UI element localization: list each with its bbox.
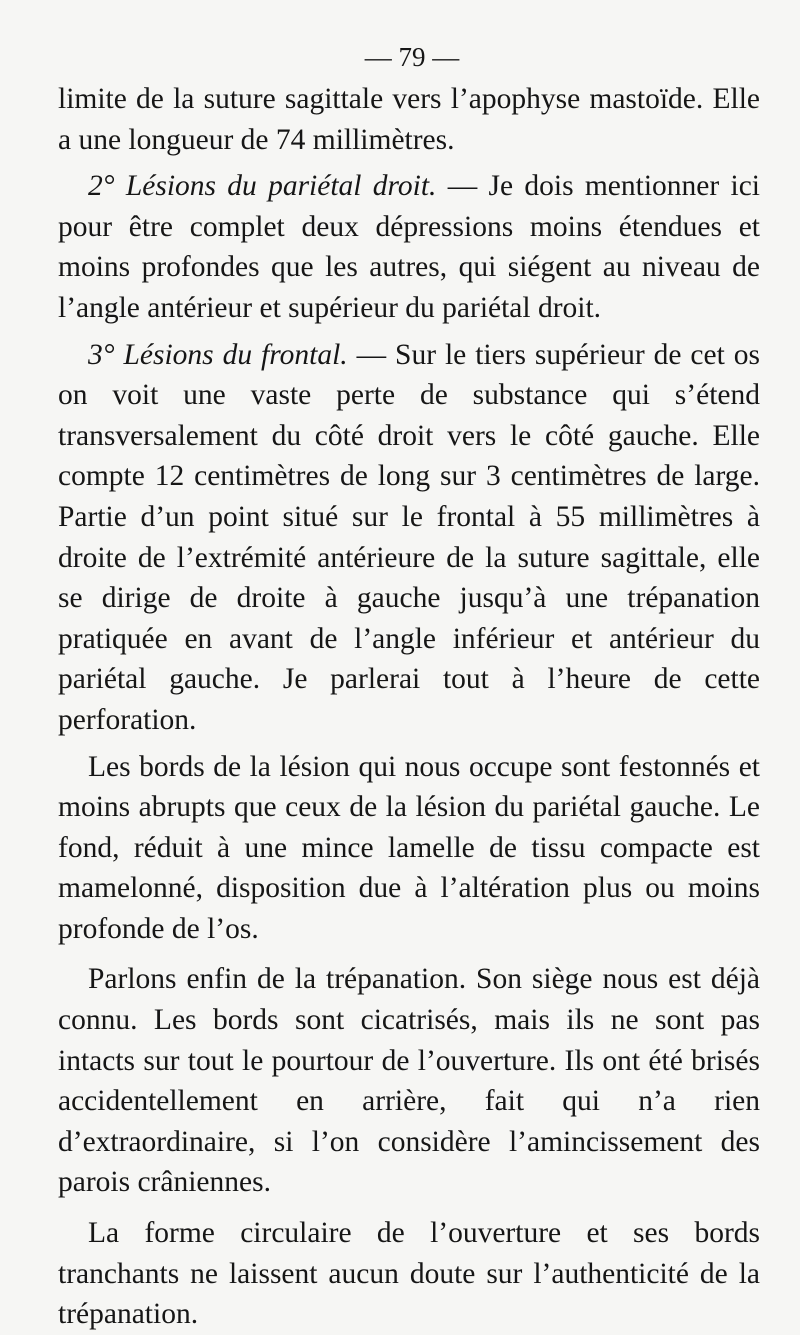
section-heading-frontal: 3° Lésions du frontal. xyxy=(88,338,348,371)
paragraph-continuation: limite de la suture sagittale vers l’apophyse mastoïde. Elle a une longueur de 74 millimètres. xyxy=(58,83,760,156)
paragraph-forme-circulaire: La forme circulaire de l’ouverture et ses bords tranchants ne laissent aucun doute sur l’authenticité de la trépanation. xyxy=(58,1217,760,1331)
paragraph-trepanation: Parlons enfin de la trépanation. Son siège nous est déjà connu. Les bords sont cicatrisés, mais ils ne sont pas intacts sur tout le pourtour de l’ouverture. Ils ont été brisés accidentellement en arrière, fait qui n’a rien d’extraordinaire, si l’on considère l’amincissement des parois crâniennes. xyxy=(58,963,760,1199)
section-heading-parietal-droit: 2° Lésions du pariétal droit. xyxy=(88,170,437,203)
paragraph-frontal xyxy=(58,335,760,741)
page-body xyxy=(58,79,760,1335)
paragraph-text: — Je dois mentionner ici pour être complet deux dépressions moins étendues et moins profondes que les autres, qui siégent au niveau de l’angle antérieur et supérieur du pariétal droit. xyxy=(58,170,760,324)
page-number: — 79 — xyxy=(364,42,460,72)
paragraph-bords-lesion: Les bords de la lésion qui nous occupe sont festonnés et moins abrupts que ceux de la lésion du pariétal gauche. Le fond, réduit à une mince lamelle de tissu compacte est mamelonné, disposition due à l’altération plus ou moins profonde de l’os. xyxy=(58,750,760,945)
paragraph-text: — Sur le tiers supérieur de cet os on voit une vaste perte de substance qui s’étend transversalement du côté droit vers le côté gauche. Elle compte 12 centimètres de long sur 3 centimètres de large. Partie d’un point situé sur le frontal à 55 millimètres à droite de l’extrémité antérieure de la suture sagittale, elle se dirige de droite à gauche jusqu’à une trépanation pratiquée en avant de l’angle inférieur et antérieur du pariétal gauche. Je parlerai tout à l’heure de cette perforation. xyxy=(58,338,760,736)
paragraph-parietal-droit xyxy=(58,166,760,328)
